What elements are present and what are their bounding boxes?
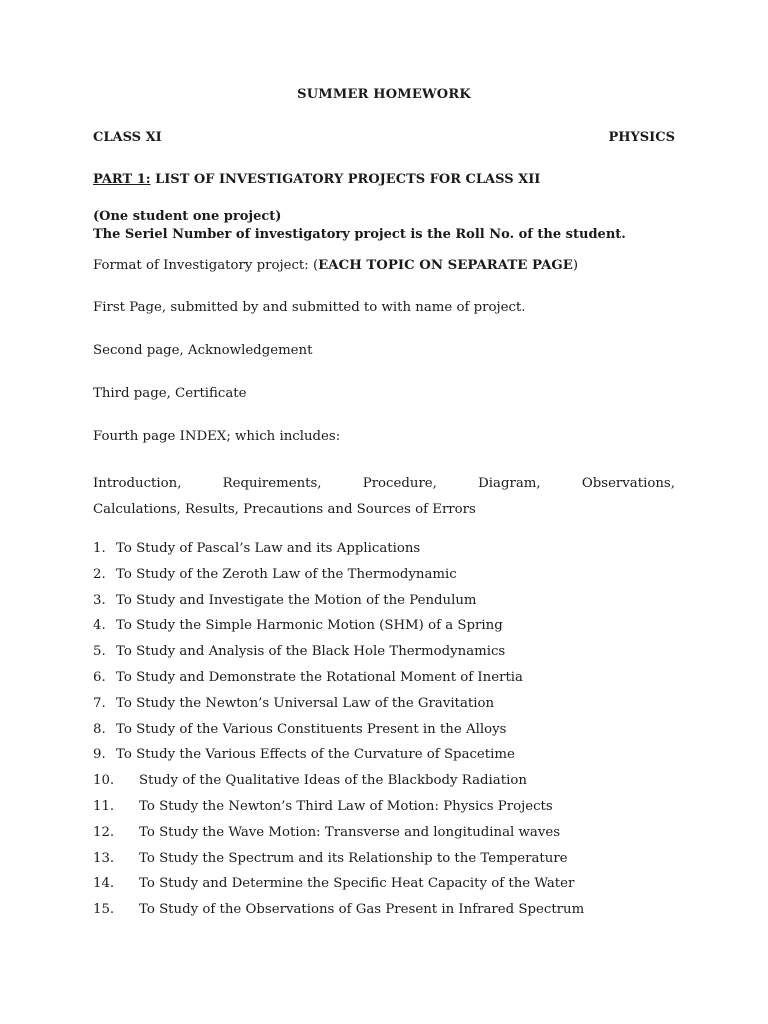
list-item-text: To Study the Newton’s Universal Law of the Gravitation [116, 695, 495, 711]
list-item-number: 12. [93, 824, 115, 840]
list-item [93, 668, 584, 694]
list-item [93, 565, 584, 591]
list-item-number: 1. [93, 541, 106, 556]
index-item: Observations, [581, 476, 675, 491]
list-item-text: To Study of the Various Constituents Present in the Alloys [116, 721, 507, 737]
third-page-line: Third page, Certificate [93, 386, 247, 401]
index-item: Procedure, [362, 476, 437, 491]
list-item-text: To Study and Investigate the Motion of the Pendulum [116, 592, 477, 608]
list-item [93, 823, 584, 849]
index-items-line-1 [93, 471, 675, 497]
list-item-number: 10. [93, 773, 115, 789]
list-item-text: Study of the Qualitative Ideas of the Blackbody Radiation [139, 773, 527, 789]
class-subject-row [93, 130, 675, 145]
first-page-line: First Page, submitted by and submitted to with name of project. [93, 300, 526, 315]
list-item-number: 5. [93, 644, 106, 660]
list-item-number: 13. [93, 850, 115, 866]
part-heading [93, 172, 540, 187]
project-note [93, 208, 626, 244]
list-item-text: To Study of the Observations of Gas Present in Infrared Spectrum [139, 902, 585, 918]
list-item [93, 771, 584, 797]
index-items [93, 471, 675, 523]
list-item-text: To Study the Various Effects of the Curvature of Spacetime [116, 747, 515, 763]
list-item [93, 720, 584, 746]
list-item-text: To Study of the Zeroth Law of the Thermodynamic [116, 566, 457, 582]
subject-label: PHYSICS [608, 130, 675, 145]
list-item-text: To Study and Demonstrate the Rotational Moment of Inertia [116, 669, 523, 685]
note-line-2: The Seriel Number of investigatory project is the Roll No. of the student. [93, 227, 626, 242]
format-suffix: ) [572, 258, 579, 273]
format-emphasis: EACH TOPIC ON SEPARATE PAGE [318, 258, 573, 273]
part-label: PART 1: [93, 172, 151, 187]
list-item [93, 849, 584, 875]
list-item-text: To Study and Analysis of the Black Hole Thermodynamics [116, 644, 506, 660]
index-items-line-2: Calculations, Results, Precautions and Sources of Errors [93, 502, 476, 517]
list-item-number: 9. [93, 747, 106, 763]
list-item [93, 539, 584, 565]
document-title: SUMMER HOMEWORK [297, 87, 471, 102]
list-item-number: 8. [93, 721, 106, 737]
part-title: LIST OF INVESTIGATORY PROJECTS FOR CLASS XII [155, 172, 541, 187]
list-item-number: 4. [93, 618, 106, 634]
list-item [93, 874, 584, 900]
list-item [93, 797, 584, 823]
list-item-text: To Study and Determine the Specific Heat Capacity of the Water [139, 876, 575, 892]
list-item [93, 745, 584, 771]
project-list [93, 539, 584, 926]
list-item-number: 3. [93, 592, 106, 608]
list-item [93, 694, 584, 720]
note-line-1: (One student one project) [93, 209, 282, 224]
list-item-number: 6. [93, 669, 106, 685]
list-item [93, 616, 584, 642]
list-item-number: 7. [93, 695, 106, 711]
list-item-text: To Study the Wave Motion: Transverse and longitudinal waves [139, 824, 561, 840]
list-item-number: 15. [93, 902, 115, 918]
index-item: Requirements, [222, 476, 322, 491]
list-item-text: To Study of Pascal’s Law and its Applications [116, 541, 421, 556]
list-item-number: 11. [93, 798, 115, 814]
list-item-number: 14. [93, 876, 115, 892]
format-prefix: Format of Investigatory project: ( [93, 258, 319, 273]
list-item-text: To Study the Spectrum and its Relationship to the Temperature [139, 850, 568, 866]
list-item [93, 591, 584, 617]
list-item-text: To Study the Newton’s Third Law of Motion: Physics Projects [139, 798, 553, 814]
document-page [93, 0, 675, 1024]
list-item-text: To Study the Simple Harmonic Motion (SHM) of a Spring [116, 618, 503, 634]
list-item-number: 2. [93, 566, 106, 582]
format-line [93, 258, 578, 273]
fourth-page-line: Fourth page INDEX; which includes: [93, 429, 341, 444]
index-item: Introduction, [93, 476, 182, 491]
list-item [93, 642, 584, 668]
second-page-line: Second page, Acknowledgement [93, 343, 313, 358]
index-item: Diagram, [478, 476, 541, 491]
list-item [93, 900, 584, 926]
class-label: CLASS XI [93, 130, 162, 145]
